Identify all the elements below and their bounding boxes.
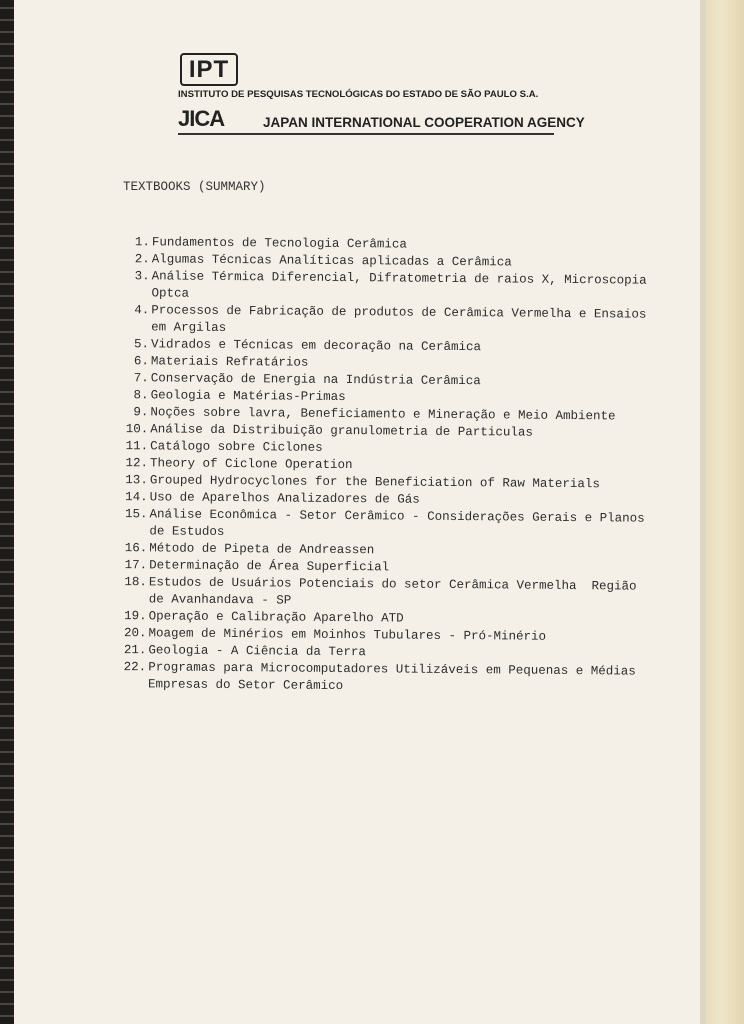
item-title: Programas para Microcomputadores Utilizáveis em Pequenas e Médias Empresas do Setor Cerâmico	[148, 660, 644, 694]
item-number: 19.	[124, 609, 147, 624]
item-number: 1.	[134, 235, 150, 250]
item-title: Determinação de Área Superficial	[149, 558, 390, 575]
list-item	[109, 574, 659, 613]
item-number: 6.	[133, 354, 149, 369]
item-title: Método de Pipeta de Andreassen	[149, 541, 375, 558]
item-title: Análise Térmica Diferencial, Difratometria de raios X, Microscopia Optca	[151, 269, 655, 301]
underlying-page-edge	[706, 0, 744, 1024]
item-title: Algumas Técnicas Analíticas aplicadas a Cerâmica	[151, 252, 512, 270]
item-number: 14.	[125, 490, 148, 505]
jica-logo: JICA	[178, 106, 225, 131]
item-number: 21.	[123, 643, 147, 658]
item-title: Processos de Fabricação de produtos de Cerâmica Vermelha e Ensaios em Argilas	[151, 303, 654, 335]
item-title: Estudos de Usuários Potenciais do setor Cerâmica Vermelha Região de Avanhandava - SP	[148, 575, 645, 608]
item-title: Operação e Calibração Aparelho ATD	[148, 609, 404, 626]
item-title: Uso de Aparelhos Analizadores de Gás	[149, 490, 420, 507]
item-number: 5.	[133, 337, 150, 352]
jica-name: JAPAN INTERNATIONAL COOPERATION AGENCY	[263, 115, 585, 130]
item-title: Geologia - A Ciência da Terra	[148, 643, 366, 660]
item-number: 2.	[134, 252, 150, 267]
ipt-logo: IPT	[180, 53, 238, 86]
item-number: 12.	[125, 456, 149, 471]
item-number: 7.	[133, 371, 149, 386]
institute-name: INSTITUTO DE PESQUISAS TECNOLÓGICAS DO ESTADO DE SÃO PAULO S.A.	[178, 89, 539, 100]
item-number: 18.	[124, 575, 148, 590]
item-title: Geologia e Matérias-Primas	[150, 388, 346, 405]
item-title: Fundamentos de Tecnologia Cerâmica	[151, 235, 408, 252]
item-number: 20.	[123, 626, 147, 641]
item-number: 8.	[133, 388, 149, 403]
list-item	[108, 659, 658, 698]
item-title: Análise Econômica - Setor Cerâmico - Considerações Gerais e Planos de Estudos	[149, 507, 653, 539]
item-number: 16.	[124, 541, 148, 556]
item-title: Vidrados e Técnicas em decoração na Cerâmica	[150, 337, 482, 355]
item-title: Noções sobre lavra, Beneficiamento e Mineração e Meio Ambiente	[150, 405, 616, 424]
list-item	[109, 506, 659, 545]
item-title: Theory of Ciclone Operation	[149, 456, 353, 473]
item-number: 10.	[125, 422, 149, 437]
item-number: 9.	[133, 405, 149, 420]
textbook-list	[108, 234, 662, 698]
item-number: 11.	[125, 439, 149, 454]
spiral-binding	[0, 0, 14, 1024]
item-title: Moagem de Minérios em Moinhos Tubulares - Pró-Minério	[148, 626, 547, 644]
item-title: Conservação de Energia na Indústria Cerâmica	[150, 371, 481, 389]
document-title: TEXTBOOKS (SUMMARY)	[123, 180, 266, 194]
item-number: 15.	[124, 507, 148, 522]
item-title: Catálogo sobre Ciclones	[150, 439, 323, 455]
item-title: Grouped Hydrocyclones for the Beneficiation of Raw Materials	[149, 473, 600, 492]
item-number: 22.	[123, 660, 147, 675]
item-title: Análise da Distribuição granulometria de Particulas	[150, 422, 533, 440]
item-title: Materiais Refratários	[150, 354, 309, 370]
item-number: 13.	[125, 473, 148, 488]
item-number: 3.	[134, 269, 150, 284]
list-item	[111, 268, 661, 307]
item-number: 17.	[124, 558, 148, 573]
list-item	[111, 302, 661, 341]
item-number: 4.	[134, 303, 150, 318]
header-rule	[178, 133, 554, 135]
